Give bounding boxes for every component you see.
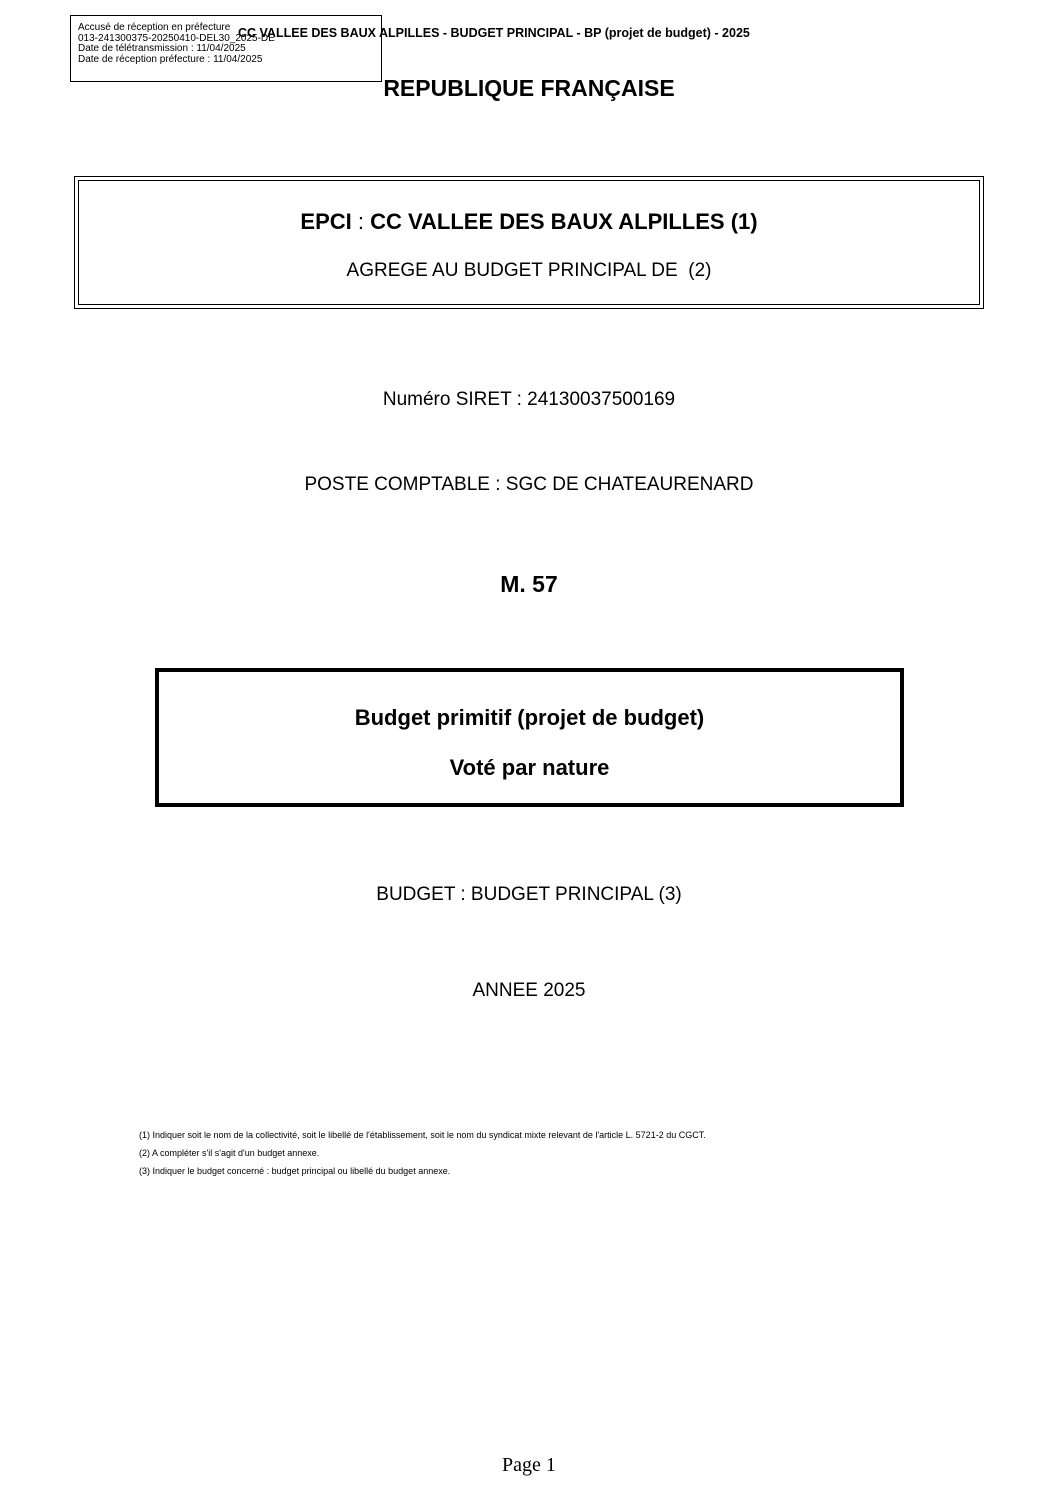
budget-type-box [155,668,904,807]
epci-name: CC VALLEE DES BAUX ALPILLES (1) [370,209,758,234]
nomenclature: M. 57 [500,571,558,597]
republique-heading: REPUBLIQUE FRANÇAISE [383,75,675,101]
stamp-line-reference: 013-241300375-20250410-DEL30_2025-DE [78,32,275,44]
epci-separator: : [351,209,371,234]
footnote-3: (3) Indiquer le budget concerné : budget principal ou libellé du budget annexe. [139,1166,451,1176]
footnote-1: (1) Indiquer soit le nom de la collectivité, soit le libellé de l'établissement, soit le nom du syndicat mixte relevant de l'article L. 5721-2 du CGCT. [139,1130,706,1140]
poste-comptable: POSTE COMPTABLE : SGC DE CHATEAURENARD [304,474,754,495]
budget-line: BUDGET : BUDGET PRINCIPAL (3) [376,884,682,905]
agrege-line: AGREGE AU BUDGET PRINCIPAL DE (2) [346,260,712,281]
page-number: Page 1 [502,1454,556,1476]
epci-label: EPCI [300,209,352,234]
epci-box [74,176,984,309]
vote-mode: Voté par nature [449,755,610,780]
footnote-2: (2) A compléter s'il s'agit d'un budget annexe. [139,1148,320,1158]
epci-box-inner [78,180,980,305]
footnotes [139,1126,706,1180]
budget-type-title: Budget primitif (projet de budget) [354,705,705,730]
epci-line [79,209,979,235]
stamp-line-teletransmission: Date de télétransmission : 11/04/2025 [78,43,246,54]
annee-line: ANNEE 2025 [472,980,586,1001]
document-header-title: CC VALLEE DES BAUX ALPILLES - BUDGET PRINCIPAL - BP (projet de budget) - 2025 [238,26,750,40]
stamp-line-reception-date: Date de réception préfecture : 11/04/2025 [78,53,263,65]
siret-number: Numéro SIRET : 24130037500169 [382,389,676,410]
stamp-line-reception: Accusé de réception en préfecture [78,22,231,33]
